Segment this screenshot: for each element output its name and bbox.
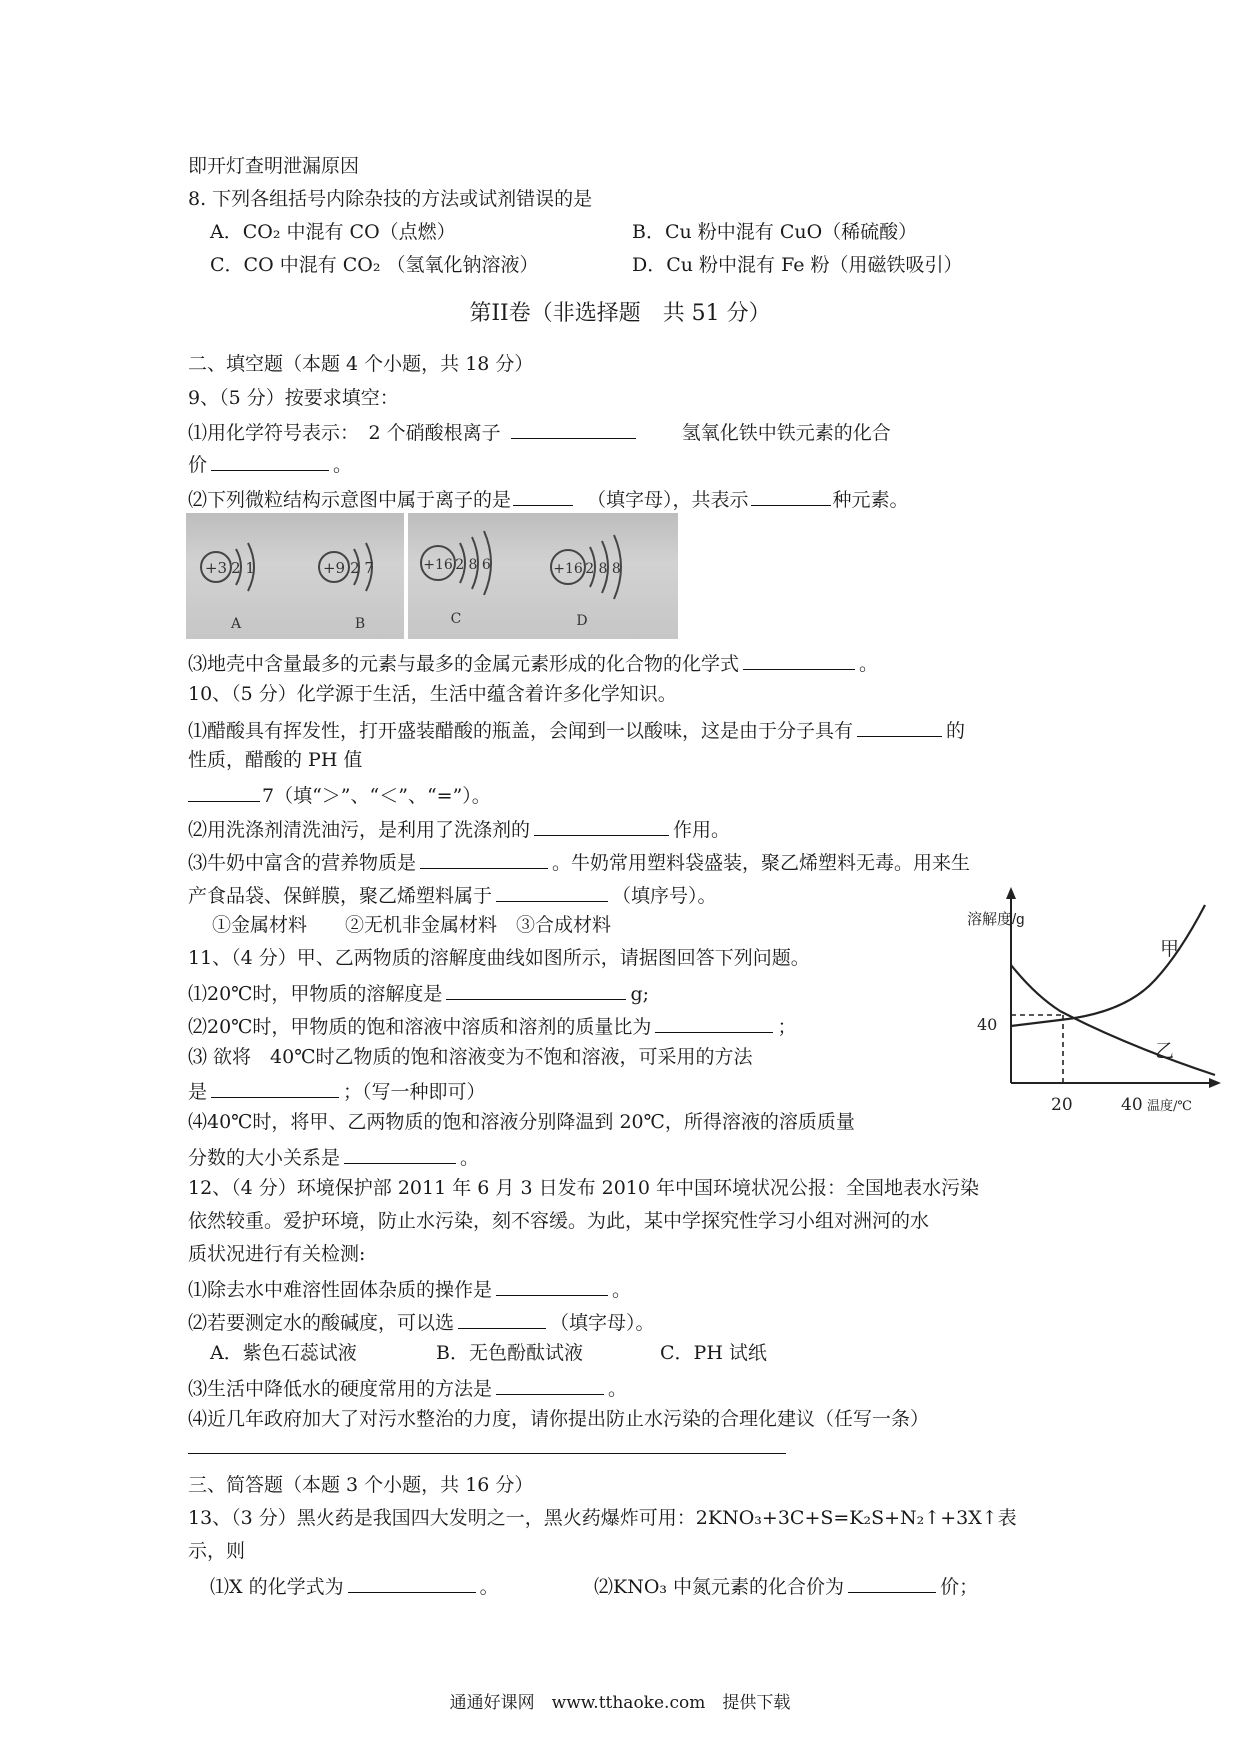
label-jia: 甲	[1160, 938, 1180, 960]
q9-part2-text3: 种元素。	[832, 489, 909, 511]
atom-c-shells: 2 8 6	[455, 557, 491, 573]
answer-blank[interactable]	[348, 1572, 476, 1593]
atom-d-nucleus: +16	[553, 561, 583, 577]
q8-option-b: B．Cu 粉中混有 CuO（稀硫酸）	[632, 221, 918, 243]
q12-part2-text: ⑵若要测定水的酸碱度，可以选	[188, 1312, 455, 1334]
q11-part3-text3: ；（写一种即可）	[343, 1081, 486, 1103]
answer-blank[interactable]	[496, 1374, 604, 1395]
answer-blank[interactable]	[211, 1077, 339, 1098]
q10-part1-cont2	[188, 781, 491, 808]
q12-part2	[188, 1308, 655, 1335]
q11-part4: ⑷40℃时，将甲、乙两物质的饱和溶液分别降温到 20℃，所得溶液的溶质质量	[188, 1111, 855, 1133]
q12-part2-text2: （填字母）。	[550, 1312, 655, 1334]
q11-part3: ⑶ 欲将 40℃时乙物质的饱和溶液变为不饱和溶液，可采用的方法	[188, 1046, 753, 1068]
section3-heading: 三、简答题（本题 3 个小题，共 16 分）	[188, 1474, 534, 1496]
q12-option-a: A．紫色石蕊试液	[210, 1342, 357, 1364]
q9-part2-text2: （填字母），共表示	[587, 489, 749, 511]
q10-part1-text3: 7（填“＞”、“＜”、“=”）。	[262, 785, 491, 807]
punct: 。	[460, 1147, 480, 1169]
atom-a-shells: 2 1	[231, 559, 255, 577]
q8-option-a: A．CO₂ 中混有 CO（点燃）	[210, 221, 456, 243]
x-axis-arrow	[1209, 1078, 1221, 1088]
q12-option-c: C．PH 试纸	[660, 1342, 767, 1364]
punct: 。	[333, 454, 353, 476]
q12-part4: ⑷近几年政府加大了对污水整治的力度，请你提出防止水污染的合理化建议（任写一条）	[188, 1408, 930, 1430]
answer-blank[interactable]	[496, 881, 608, 902]
q10-part3	[188, 848, 970, 875]
q8-option-c: C．CO 中混有 CO₂ （氢氧化钠溶液）	[210, 254, 539, 276]
q9-part1-text3: 价	[188, 454, 208, 476]
q10-stem: 10、（5 分）化学源于生活，生活中蕴含着许多化学知识。	[188, 683, 677, 705]
section2-heading: 二、填空题（本题 4 个小题，共 18 分）	[188, 353, 534, 375]
q9-part3-text: ⑶地壳中含量最多的元素与最多的金属元素形成的化合物的化学式	[188, 653, 740, 675]
answer-blank[interactable]	[751, 485, 831, 506]
q9-part3	[188, 649, 878, 676]
q8-stem: 8. 下列各组括号内除杂技的方法或试剂错误的是	[188, 188, 593, 210]
q12-part1	[188, 1275, 631, 1302]
q10-part3-text: ⑶牛奶中富含的营养物质是	[188, 852, 417, 874]
atom-c	[421, 531, 491, 627]
q10-part3-text3: 产食品袋、保鲜膜，聚乙烯塑料属于	[188, 885, 493, 907]
answer-blank[interactable]	[188, 781, 260, 802]
answer-blank[interactable]	[496, 1275, 608, 1296]
part2-title: 第II卷（非选择题 共 51 分）	[469, 301, 771, 326]
punct: 。	[608, 1378, 628, 1400]
q11-part3-text2: 是	[188, 1081, 208, 1103]
q11-part4-text2: 分数的大小关系是	[188, 1147, 341, 1169]
answer-blank[interactable]	[344, 1143, 456, 1164]
answer-blank[interactable]	[458, 1308, 546, 1329]
q9-part2-text: ⑵下列微粒结构示意图中属于离子的是	[188, 489, 512, 511]
q10-part3-text2: 。牛奶常用塑料袋盛装，聚乙烯塑料无毒。用来生	[552, 852, 971, 874]
q10-material-options: ①金属材料 ②无机非金属材料 ③合成材料	[212, 914, 612, 936]
q11-part1-text: ⑴20℃时，甲物质的溶解度是	[188, 983, 443, 1005]
q12-option-b: B．无色酚酞试液	[436, 1342, 583, 1364]
answer-blank[interactable]	[534, 815, 669, 836]
y-tick-40: 40	[977, 1015, 998, 1034]
q10-part1-text2: 的	[946, 720, 966, 742]
q12-part3-text: ⑶生活中降低水的硬度常用的方法是	[188, 1378, 493, 1400]
y-axis-label: 溶解度/g	[967, 911, 1025, 928]
q10-part2-text: ⑵用洗涤剂清洗油污，是利用了洗涤剂的	[188, 819, 531, 841]
q11-part4-cont	[188, 1143, 479, 1170]
curve-jia	[1011, 905, 1205, 1026]
x-tick-20: 20	[1051, 1095, 1073, 1115]
atom-a-label: A	[230, 616, 242, 632]
punct: 。	[479, 1576, 499, 1598]
q13-part2	[594, 1572, 978, 1599]
answer-blank[interactable]	[848, 1572, 936, 1593]
atom-b-shells: 2 7	[350, 559, 374, 577]
atom-b-label: B	[354, 616, 366, 632]
atom-d-label: D	[576, 613, 588, 629]
q13-part2-text2: 价；	[940, 1576, 979, 1598]
answer-blank[interactable]	[513, 485, 573, 506]
label-yi: 乙	[1155, 1040, 1175, 1062]
q11-part2-text: ⑵20℃时，甲物质的饱和溶液中溶质和溶剂的质量比为	[188, 1016, 652, 1038]
q12-answer-line[interactable]	[188, 1453, 786, 1454]
header-line: 即开灯查明泄漏原因	[188, 155, 360, 177]
q11-part1	[188, 979, 649, 1006]
atom-diagrams-svg	[186, 513, 678, 639]
q9-part1-text: ⑴用化学符号表示： 2 个硝酸根离子	[188, 422, 501, 444]
q9-stem: 9、（5 分）按要求填空：	[188, 387, 399, 409]
q9-part1-text2: 氢氧化铁中铁元素的化合	[681, 422, 891, 444]
q12-line1: 12、（4 分）环境保护部 2011 年 6 月 3 日发布 2010 年中国环境状况公报：全国地表水污染	[188, 1177, 980, 1199]
atom-c-label: C	[450, 611, 462, 627]
q9-part1-cont	[188, 450, 352, 477]
atom-a	[201, 543, 255, 632]
q11-part2	[188, 1012, 796, 1039]
q12-part3	[188, 1374, 627, 1401]
atom-structure-diagrams	[186, 513, 678, 639]
q10-part2-text2: 作用。	[673, 819, 731, 841]
atom-b-nucleus: +9	[322, 559, 346, 577]
answer-blank[interactable]	[446, 979, 626, 1000]
q11-part3-cont	[188, 1077, 486, 1104]
atom-d	[551, 535, 621, 629]
answer-blank[interactable]	[655, 1012, 773, 1033]
page-footer: 通通好课网 www.tthaoke.com 提供下载	[449, 1693, 791, 1713]
q11-part1-text2: g;	[630, 983, 650, 1005]
q13-part1-text: ⑴X 的化学式为	[210, 1576, 344, 1598]
answer-blank[interactable]	[511, 418, 636, 439]
curve-yi	[1011, 965, 1215, 1075]
q11-part2-text2: ；	[777, 1016, 797, 1038]
q12-part1-text: ⑴除去水中难溶性固体杂质的操作是	[188, 1279, 493, 1301]
punct: 。	[612, 1279, 632, 1301]
atom-c-nucleus: +16	[423, 557, 453, 573]
q12-line3: 质状况进行有关检测:	[188, 1243, 366, 1265]
q10-part2	[188, 815, 730, 842]
q13-line2: 示，则	[188, 1540, 246, 1562]
answer-blank[interactable]	[211, 450, 329, 471]
q9-part2	[188, 485, 909, 512]
q9-part1	[188, 418, 891, 445]
x-axis-unit: 温度/℃	[1147, 1099, 1192, 1114]
q10-part1-cont: 性质，醋酸的 PH 值	[188, 749, 363, 771]
q8-option-d: D．Cu 粉中混有 Fe 粉（用磁铁吸引）	[632, 254, 963, 276]
q13-line1: 13、（3 分）黑火药是我国四大发明之一，黑火药爆炸可用：2KNO₃+3C+S=K₂S+N₂↑+3X↑表	[188, 1507, 1017, 1529]
q10-part1	[188, 716, 965, 743]
answer-blank[interactable]	[857, 716, 942, 737]
atom-b	[319, 543, 374, 632]
q11-stem: 11、（4 分）甲、乙两物质的溶解度曲线如图所示，请据图回答下列问题。	[188, 947, 810, 969]
q10-part1-text: ⑴醋酸具有挥发性，打开盛装醋酸的瓶盖，会闻到一以酸味，这是由于分子具有	[188, 720, 854, 742]
q10-part3-cont	[188, 881, 717, 908]
q13-part2-text: ⑵KNO₃ 中氮元素的化合价为	[594, 1576, 845, 1598]
punct: 。	[859, 653, 879, 675]
answer-blank[interactable]	[743, 649, 855, 670]
y-axis-arrow	[1006, 887, 1016, 899]
q12-line2: 依然较重。爱护环境，防止水污染，刻不容缓。为此，某中学探究性学习小组对洲河的水	[188, 1210, 930, 1232]
x-tick-40: 40	[1121, 1095, 1143, 1115]
atom-a-nucleus: +3	[204, 559, 228, 577]
atom-d-shells: 2 8 8	[585, 561, 621, 577]
solubility-curve-figure	[967, 885, 1235, 1125]
q13-part1	[210, 1572, 499, 1599]
answer-blank[interactable]	[420, 848, 548, 869]
q10-part3-text4: （填序号）。	[612, 885, 717, 907]
